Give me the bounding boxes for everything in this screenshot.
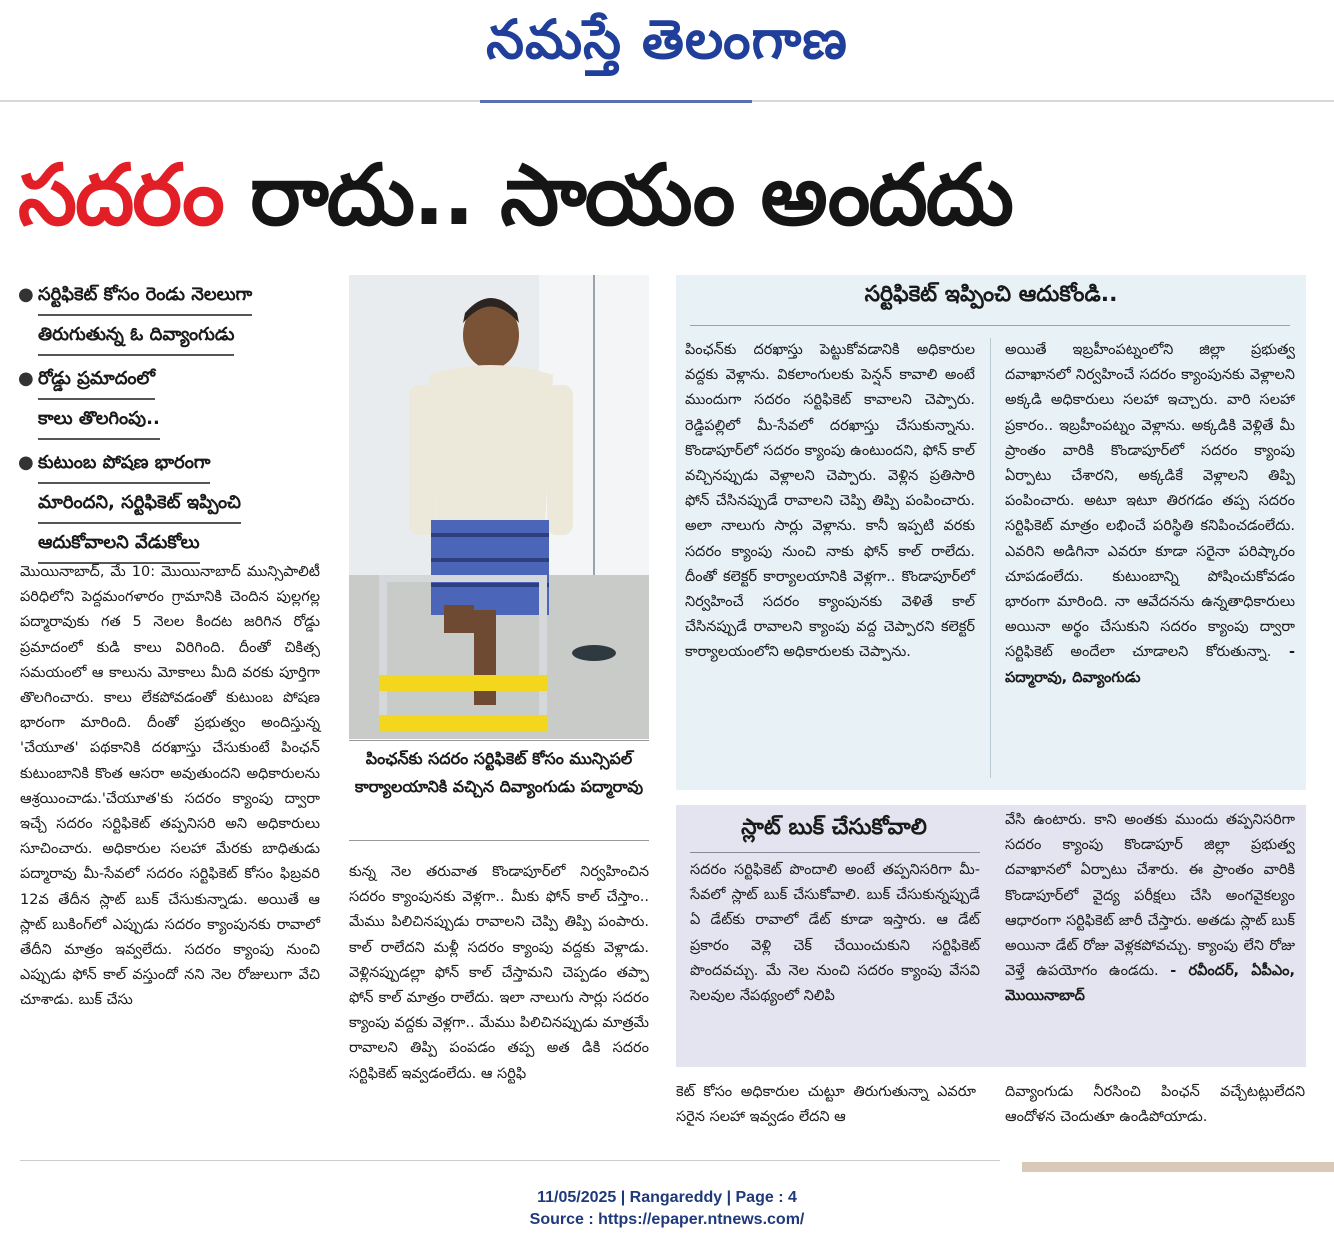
bullet-icon: ● [18,452,34,473]
article-continuation-left: కెట్ కోసం అధికారుల చుట్టూ తిరుగుతున్నా ఎవరూ సరైన సలహా ఇవ్వడం లేదని ఆ [676,1084,976,1126]
column-separator [990,338,991,778]
quote-box-text-right-body: అయితే ఇబ్రహీంపట్నంలోని జిల్లా ప్రభుత్వ దవాఖానలో నిర్వహించే సదరం క్యాంపునకు వెళ్లాలని అక్కడి అధికారులు సలహా ఇచ్చారు. వారి సలహా ప్రకారం.. ఇబ్రహీంపట్నం వెళ్లాను. అక్కడికి వెళ్లితే మీ ప్రాంతం వారికి కొండాపూర్‌లో సదరం క్యాంపు ఏర్పాటు చేశారని, అక్కడికే వెళ్లాలని తిప్పి పంపించారు. అటూ ఇటూ తిరగడం తప్ప సదరం సర్టిఫికెట్ మాత్రం లభించే పరిస్థితి కనిపించడంలేదు. ఎవరిని అడిగినా ఎవరూ కూడా సరైనా పరిష్కారం చూపడంలేదు. కుటుంబాన్ని పోషించుకోవడం భారంగా మారింది. నా ఆవేదనను ఉన్నతాధికారులు అయినా అర్థం చేసుకుని సదరం క్యాంపు ద్వారా సర్టిఫికెట్ అందేలా చూడాలని కోరుతున్నా. [1005,342,1295,661]
headline-red: సదరం [18,146,223,244]
quote-box-text-left: సదరం సర్టిఫికెట్ పొందాలి అంటే తప్పనిసరిగా మీ-సేవలో స్లాట్ బుక్ చేసుకోవాలి. బుక్ చేసుకున్నప్పుడే ఏ డేట్‌కు రావాలో డేట్ కూడా ఇస్తారు. ఆ డేట్ ప్రకారం వెళ్లి చెక్ చేయించుకుని సర్టిఫికెట్ పొందవచ్చు. మే నెల నుంచి సదరం క్యాంపు వేసవి సెలవుల నేపథ్యంలో నిలిపి [690,862,980,1005]
bullet-icon: ● [18,284,34,305]
article-photo [349,275,649,739]
caption-divider [349,840,649,841]
quote-box-text-right [1005,338,1295,691]
quote-box-title: సర్టిఫికెట్ ఇప్పించి ఆదుకోండి.. [864,282,1118,307]
footer-source-link[interactable]: Source : https://epaper.ntnews.com/ [529,1211,805,1228]
article-column-2: కున్న నెల తరువాత కొండాపూర్‌లో నిర్వహించిన సదరం క్యాంపునకు వెళ్లగా.. మీకు ఫోన్ కాల్ చేస్తాం.. మేము పిలిచినప్పుడు రావాలని చెప్పి తిప్పి పంపారు. కాల్ రాలేదని మళ్లీ సదరం క్యాంపు వద్దకు వెళ్లాడు. వెళ్లినప్పుడల్లా ఫోన్ కాల్ చేస్తామని చెప్పడం తప్పా ఫోన్ కాల్ మాత్రం రాలేదు. ఇలా నాలుగు సార్లు సదరం క్యాంపు వద్దకు వెళ్లగా.. మేము పిలిచినప్పుడు మాత్రమే రావాలని తిప్పి పంపడం తప్ప అత డికి సదరం సర్టిఫికెట్ ఇవ్వడంలేదు. ఆ సర్టిఫి [349,864,649,1082]
quote-box-text-right-body: వేసి ఉంటారు. కాని అంతకు ముందు తప్పనిసరిగా సదరం క్యాంపు కొండాపూర్ జిల్లా ప్రభుత్వ దవాఖానలో ఏర్పాటు చేశారు. ఈ ప్రాంతం వారికి కొండాపూర్‌లో వైద్య పరీక్షలు చేసి అంగవైకల్యం ఆధారంగా సర్టిఫికెట్ జారీ చేస్తారు. అతడు స్లాట్ బుక్ అయినా డేట్ రోజు వెళ్లకపోవచ్చు. క్యాంపు లేని రోజు వెళ్తే ఉపయోగం ఉండదు. [1005,812,1295,980]
caption-divider [349,740,649,741]
quote-author: - రవీందర్, ఏపీఎం, మొయినాబాద్ [1005,963,1295,1005]
headline [18,140,1318,250]
article-continuation-right: దివ్యాంగుడు నీరసించి పింఛన్ వచ్చేటట్లులేదని ఆందోళన చెందుతూ ఉండిపోయాడు. [1005,1084,1305,1126]
bullet-item: ● కుటుంబ పోషణ భారంగా మారిందని, సర్టిఫికెట్ ఇప్పించి ఆదుకోవాలని వేడుకోలు [18,444,318,564]
footer-edition-info: 11/05/2025 | Rangareddy | Page : 4 [537,1189,797,1206]
footer-divider [20,1160,1000,1161]
newspaper-logo: నమస్తే తెలంగాణ [486,8,848,71]
bullet-item: ● సర్టిఫికెట్ కోసం రెండు నెలలుగా తిరుగుతున్న ఓ దివ్యాంగుడు [18,276,318,356]
bullet-item: ● రోడ్డు ప్రమాదంలో కాలు తొలగింపు.. [18,360,318,440]
quote-author: - పద్మారావు, దివ్యాంగుడు [1005,644,1296,686]
photo-caption: పింఛన్‌కు సదరం సర్టిఫికెట్ కోసం మున్సిపల్ కార్యాలయానికి వచ్చిన దివ్యాంగుడు పద్మారావు [354,749,644,796]
footer [0,1187,1334,1231]
masthead-accent-rule [480,100,752,103]
quote-box-text-left: పింఛన్‌కు దరఖాస్తు పెట్టుకోవడానికి అధికారుల వద్దకు వెళ్లాను. వికలాంగులకు పెన్షన్ కావాలి అంటే ముందుగా సదరం సర్టిఫికెట్ కావాలని చెప్పారు. రెడ్డిపల్లిలో మీ-సేవలో దరఖాస్తు చేసుకున్నాను. కొండాపూర్‌లో సదరం క్యాంపు ఉంటుందని, ఫోన్ కాల్ వచ్చినప్పుడు వెళ్లాలని చెప్పారు. వెళ్లిన ప్రతిసారి ఫోన్ చేసినప్పుడే రావాలని చెప్పి తిప్పి పంపించారు. అలా నాలుగు సార్లు వెళ్లాను. కానీ ఇప్పటి వరకు సదరం క్యాంపు నుంచి నాకు ఫోన్ కాల్ రాలేదు. దీంతో కలెక్టర్ కార్యాలయానికి వెళ్లగా.. కొండాపూర్‌లో నిర్వహించే సదరం క్యాంపునకు వెళితే కాల్ చేసినప్పుడే రావాలని క్యాంపు వద్ద చెప్పారని కలెక్టర్ కార్యాలయంలోని అధికారులకు చెప్పాను. [685,342,975,661]
masthead [0,0,1334,100]
headline-black: రాదు.. సాయం అందదు [249,146,1012,244]
bullet-icon: ● [18,368,34,389]
article-column-1: మొయినాబాద్, మే 10: మొయినాబాద్ మున్సిపాలిటీ పరిధిలోని పెద్దమంగళారం గ్రామానికి చెందిన పుల్లగల్ల పద్మారావుకు గత 5 నెలల కిందట జరిగిన రోడ్డు ప్రమాదంలో కుడి కాలు విరిగింది. దీంతో చికిత్స సమయంలో ఆ కాలును మోకాలు మీది వరకు పూర్తిగా తొలగించారు. కాలు లేకపోవడంతో కుటుంబ పోషణ భారంగా మారింది. దీంతో ప్రభుత్వం అందిస్తున్న 'చేయూత' పథకానికి దరఖాస్తు చేసుకుంటే పింఛన్ కుటుంబానికి కొంత ఆసరా అవుతుందని అధికారులను ఆశ్రయించాడు.'చేయూత'కు సదరం క్యాంపు ద్వారా ఇచ్చే సదరం సర్టిఫికెట్ తప్పనిసరి అని అధికారులు సూచించారు. అధికారుల సలహా మేరకు బాధితుడు పద్మారావు మీ-సేవలో సదరం సర్టిఫికెట్ కోసం ఫిబ్రవరి 12వ తేదీన స్లాట్ బుక్ చేసుకున్నాడు. అయితే ఆ స్లాట్ బుకింగ్‌లో ఎప్పుడు సదరం క్యాంపునకు రావాలో తేదీని మాత్రం ఇవ్వలేదు. సదరం క్యాంపు నుంచి ఎప్పుడు ఫోన్ కాల్ వస్తుందో నని నెల రోజులుగా వేచి చూశాడు. బుక్ చేసు [20,564,320,1009]
quote-box-text-right [1005,808,1295,1010]
quote-box-rule [690,852,980,853]
photo-illustration [349,275,649,739]
adjacent-article-strip [1022,1162,1334,1172]
highlight-bullets [18,276,318,568]
quote-box-rule [690,325,1290,326]
quote-box-title: స్లాట్ బుక్ చేసుకోవాలి [741,815,927,840]
